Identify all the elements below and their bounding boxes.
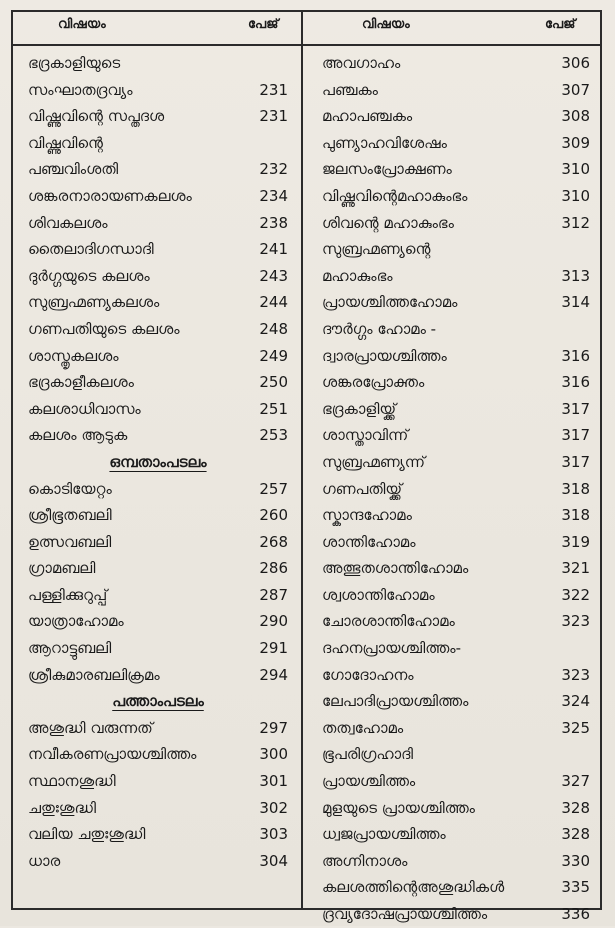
- entry-title: വിഷ്ണുവിന്റെ: [28, 133, 103, 152]
- index-entry: [28, 263, 288, 290]
- index-entry: [322, 236, 590, 263]
- header-rule: [11, 44, 602, 46]
- entry-title: ദ്വാരപ്രായശ്ചിത്തം: [322, 346, 447, 365]
- index-entry: [28, 768, 288, 795]
- index-entry: [322, 635, 590, 662]
- entry-title: ഭൂപരിഗ്രഹാദി: [322, 745, 414, 764]
- entry-title: ശാന്തിഹോമം: [322, 532, 416, 551]
- entry-title: മുളയുടെ പ്രായശ്ചിത്തം: [322, 798, 475, 817]
- entry-page-number: 286: [259, 559, 288, 578]
- entry-page-number: 241: [259, 240, 288, 259]
- entry-title: അത്ഭുതശാന്തിഹോമം: [322, 559, 469, 578]
- entry-page-number: 287: [259, 585, 288, 604]
- entry-page-number: 244: [259, 293, 288, 312]
- section-heading-text: പത്താംപടലം: [112, 692, 204, 711]
- entry-page-number: 248: [259, 319, 288, 338]
- entry-page-number: 314: [561, 293, 590, 312]
- entry-title: ഭദ്രകാളിയുടെ: [28, 54, 121, 72]
- entry-title: ആറാട്ടുബലി: [28, 639, 112, 658]
- index-entry: [322, 795, 590, 822]
- entry-page-number: 232: [259, 160, 288, 179]
- entry-page-number: 253: [259, 426, 288, 445]
- entry-title: തത്വഹോമം: [322, 718, 404, 737]
- entry-page-number: 250: [259, 373, 288, 392]
- index-entry: [322, 688, 590, 715]
- entry-title: മഹാപഞ്ചകം: [322, 107, 413, 126]
- entry-title: ശ്രീഭൂതബലി: [28, 506, 112, 525]
- entry-title: സുബ്രഹ്മണ്യകലശം: [28, 293, 160, 312]
- entry-title: ചോരശാന്തിഹോമം: [322, 612, 455, 631]
- index-entry: [322, 555, 590, 582]
- index-entry: [28, 662, 288, 689]
- index-entry: [322, 874, 590, 901]
- entry-page-number: 318: [561, 506, 590, 525]
- entry-title: യാത്രാഹോമം: [28, 612, 124, 631]
- entry-page-number: 294: [259, 665, 288, 684]
- entry-page-number: 324: [561, 692, 590, 711]
- entry-title: നവീകരണപ്രായശ്ചിത്തം: [28, 745, 197, 764]
- entry-title: അശുദ്ധി വരുന്നത്: [28, 718, 153, 737]
- entry-title: ഗണപതിയ്ക്ക്: [322, 479, 403, 498]
- entry-title: ധാര: [28, 851, 61, 870]
- entry-page-number: 249: [259, 346, 288, 365]
- entry-title: ദഹനപ്രായശ്ചിത്തം-: [322, 639, 461, 658]
- entry-title: ദുർഗ്ഗയുടെ കലശം: [28, 266, 150, 285]
- entry-page-number: 290: [259, 612, 288, 631]
- entry-title: ദൗർഗ്ഗം ഹോമം -: [322, 319, 437, 338]
- index-entry: [28, 715, 288, 742]
- entry-title: അവഗാഹം: [322, 54, 401, 72]
- index-entry: [322, 476, 590, 503]
- entry-page-number: 316: [561, 373, 590, 392]
- entry-title: പ്രായശ്ചിത്തഹോമം: [322, 293, 458, 312]
- index-entry: [322, 422, 590, 449]
- entry-title: പഞ്ചകം: [322, 80, 378, 99]
- index-entry: [322, 183, 590, 210]
- entry-title: പ്രായശ്ചിത്തം: [322, 772, 416, 791]
- entry-title: മഹാകുംഭം: [322, 266, 393, 285]
- entry-title: ഗണപതിയുടെ കലശം: [28, 319, 180, 338]
- entry-page-number: 313: [561, 266, 590, 285]
- entry-page-number: 303: [259, 825, 288, 844]
- index-entry: [28, 343, 288, 370]
- entry-title: ലേപാദിപ്രായശ്ചിത്തം: [322, 692, 469, 711]
- entry-page-number: 268: [259, 532, 288, 551]
- entry-title: ശങ്കരനാരായണകലശം: [28, 186, 192, 205]
- entry-title: ശ്വശാന്തിഹോമം: [322, 585, 435, 604]
- index-entry: [28, 582, 288, 609]
- entry-title: വിഷ്ണുവിന്റെമഹാകുംഭം: [322, 186, 468, 205]
- index-entry: [28, 848, 288, 875]
- index-entry: [322, 529, 590, 556]
- index-entry: [322, 608, 590, 635]
- index-entry: [28, 608, 288, 635]
- index-entry: [322, 50, 590, 77]
- entry-title: ശാസ്താവിന്ന്: [322, 426, 409, 445]
- entry-title: വലിയ ചതുഃശുദ്ധി: [28, 825, 146, 844]
- index-entry: [28, 502, 288, 529]
- entry-title: ഗ്രാമബലി: [28, 559, 96, 578]
- entry-page-number: 312: [561, 213, 590, 232]
- index-entry: [28, 529, 288, 556]
- entry-title: ശ്രീകുമാരബലിക്രമം: [28, 665, 160, 684]
- entry-page-number: 238: [259, 213, 288, 232]
- entry-title: സ്കാന്ദഹോമം: [322, 506, 412, 525]
- entry-title: സംഘാതദ്രവ്യം: [28, 80, 133, 99]
- section-heading: [28, 688, 288, 715]
- entry-page-number: 310: [561, 160, 590, 179]
- index-entry: [322, 369, 590, 396]
- entry-title: ശാസ്തൃകലശം: [28, 346, 119, 365]
- entry-page-number: 328: [561, 825, 590, 844]
- entry-page-number: 316: [561, 346, 590, 365]
- entry-title: സുബ്രഹ്മണ്യന്റെ: [322, 240, 431, 259]
- index-entry: [28, 103, 288, 130]
- entry-title: കലശം ആടുക: [28, 426, 128, 445]
- entry-title: വിഷ്ണുവിന്റെ സപ്തദശ: [28, 107, 165, 126]
- index-entry: [28, 156, 288, 183]
- index-entry: [28, 289, 288, 316]
- index-entry: [28, 476, 288, 503]
- entry-title: ശിവകലശം: [28, 213, 108, 232]
- entry-page-number: 309: [561, 133, 590, 152]
- index-entry: [322, 662, 590, 689]
- left-page-header: പേജ്: [248, 17, 279, 32]
- index-entry: [322, 741, 590, 768]
- left-subject-header: വിഷയം: [58, 17, 106, 32]
- index-entry: [322, 77, 590, 104]
- section-heading-text: ഒമ്പതാംപടലം: [109, 452, 207, 471]
- left-index-column: [28, 50, 288, 874]
- entry-title: ധ്വജപ്രായശ്ചിത്തം: [322, 825, 446, 844]
- entry-title: കലശാധിവാസം: [28, 399, 141, 418]
- index-entry: [28, 422, 288, 449]
- index-entry: [322, 130, 590, 157]
- entry-page-number: 317: [561, 399, 590, 418]
- index-entry: [322, 156, 590, 183]
- index-entry: [28, 635, 288, 662]
- index-entry: [28, 77, 288, 104]
- entry-title: ജലസംപ്രോക്ഷണം: [322, 160, 452, 179]
- entry-page-number: 231: [259, 80, 288, 99]
- entry-page-number: 336: [561, 905, 590, 923]
- entry-page-number: 317: [561, 452, 590, 471]
- entry-page-number: 328: [561, 798, 590, 817]
- entry-page-number: 325: [561, 718, 590, 737]
- entry-title: ഗോദോഹനം: [322, 665, 414, 684]
- entry-page-number: 306: [561, 54, 590, 72]
- entry-title: കൊടിയേറ്റം: [28, 479, 112, 498]
- entry-page-number: 323: [561, 612, 590, 631]
- entry-page-number: 260: [259, 506, 288, 525]
- entry-page-number: 251: [259, 399, 288, 418]
- index-entry: [322, 582, 590, 609]
- entry-title: ചതുഃശുദ്ധി: [28, 798, 97, 817]
- index-entry: [322, 848, 590, 875]
- entry-title: കലശത്തിന്റെഅശുദ്ധികൾ: [322, 878, 505, 897]
- entry-page-number: 291: [259, 639, 288, 658]
- entry-title: ഉത്സവബലി: [28, 532, 112, 551]
- entry-page-number: 327: [561, 772, 590, 791]
- right-page-header: പേജ്: [545, 17, 576, 32]
- index-entry: [322, 396, 590, 423]
- entry-page-number: 308: [561, 107, 590, 126]
- entry-title: പുണ്യാഹവിശേഷം: [322, 133, 447, 152]
- entry-title: സ്ഥാനശുദ്ധി: [28, 772, 116, 791]
- index-entry: [322, 289, 590, 316]
- index-entry: [322, 103, 590, 130]
- entry-page-number: 318: [561, 479, 590, 498]
- index-entry: [28, 236, 288, 263]
- column-divider: [301, 10, 303, 910]
- index-entry: [322, 715, 590, 742]
- entry-page-number: 319: [561, 532, 590, 551]
- entry-page-number: 317: [561, 426, 590, 445]
- index-entry: [28, 821, 288, 848]
- index-entry: [322, 263, 590, 290]
- entry-title: ഭദ്രകാളിയ്ക്ക്: [322, 399, 397, 418]
- entry-page-number: 322: [561, 585, 590, 604]
- entry-page-number: 234: [259, 186, 288, 205]
- index-entry: [28, 50, 288, 77]
- entry-title: ശങ്കരപ്രോക്തം: [322, 373, 425, 392]
- entry-page-number: 302: [259, 798, 288, 817]
- index-entry: [28, 183, 288, 210]
- index-entry: [322, 821, 590, 848]
- index-entry: [322, 343, 590, 370]
- entry-page-number: 307: [561, 80, 590, 99]
- index-entry: [28, 795, 288, 822]
- section-heading: [28, 449, 288, 476]
- entry-page-number: 300: [259, 745, 288, 764]
- entry-page-number: 321: [561, 559, 590, 578]
- entry-title: പഞ്ചവിംശതി: [28, 160, 119, 179]
- entry-title: പള്ളിക്കുറുപ്പ്: [28, 585, 108, 604]
- index-entry: [28, 396, 288, 423]
- index-entry: [28, 316, 288, 343]
- entry-title: ഭദ്രകാളീകലശം: [28, 373, 134, 392]
- entry-page-number: 243: [259, 266, 288, 285]
- index-entry: [322, 502, 590, 529]
- entry-title: ശിവന്റെ മഹാകുംഭം: [322, 213, 454, 232]
- entry-title: ദ്രവ്യദോഷപ്രായശ്ചിത്തം: [322, 905, 488, 923]
- entry-title: സുബ്രഹ്മണ്യന്ന്: [322, 452, 426, 471]
- entry-page-number: 330: [561, 851, 590, 870]
- index-entry: [28, 130, 288, 157]
- index-entry: [28, 210, 288, 237]
- index-entry: [322, 316, 590, 343]
- entry-title: അഗ്നിനാശം: [322, 851, 408, 870]
- entry-page-number: 310: [561, 186, 590, 205]
- index-entry: [322, 901, 590, 928]
- right-index-column: [322, 50, 590, 928]
- entry-title: തൈലാദിഗന്ധാദി: [28, 240, 154, 259]
- index-entry: [28, 369, 288, 396]
- entry-page-number: 304: [259, 851, 288, 870]
- entry-page-number: 335: [561, 878, 590, 897]
- entry-page-number: 257: [259, 479, 288, 498]
- entry-page-number: 323: [561, 665, 590, 684]
- index-entry: [322, 210, 590, 237]
- entry-page-number: 297: [259, 718, 288, 737]
- index-entry: [322, 449, 590, 476]
- right-subject-header: വിഷയം: [362, 17, 410, 32]
- index-entry: [28, 741, 288, 768]
- entry-page-number: 301: [259, 772, 288, 791]
- index-entry: [322, 768, 590, 795]
- entry-page-number: 231: [259, 107, 288, 126]
- index-entry: [28, 555, 288, 582]
